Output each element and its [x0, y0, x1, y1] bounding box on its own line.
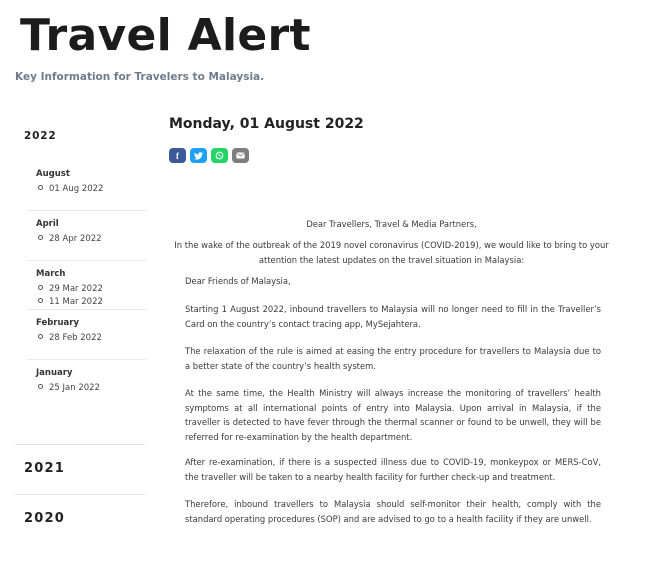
circle-bullet-icon	[38, 285, 43, 290]
site-title[interactable]: Travel Alert	[20, 10, 311, 61]
archive-post-link[interactable]: 25 Jan 2022	[38, 382, 146, 396]
twitter-share-button[interactable]	[190, 148, 207, 163]
letter-paragraph: After re-examination, if there is a suspected illness due to COVID-19, monkeypox or MERS-CoV, the traveller will be taken to a nearby health facility for further check-up and treatment.	[185, 457, 601, 482]
archive-year-2021[interactable]: 2021	[24, 461, 65, 476]
archive-month-label[interactable]: February	[36, 318, 80, 328]
archive-month-april	[28, 211, 146, 261]
post-date-heading: Monday, 01 August 2022	[169, 116, 364, 132]
divider	[15, 444, 145, 445]
archive-sidebar	[15, 128, 145, 526]
letter-paragraph: Starting 1 August 2022, inbound travellers to Malaysia will no longer need to fill in the Traveller’s Card on the country’s contact tracing app, MySejahtera.	[185, 304, 601, 329]
email-share-button[interactable]	[232, 148, 249, 163]
archive-post-link[interactable]: 11 Mar 2022	[38, 296, 146, 310]
archive-month-label[interactable]: March	[36, 268, 66, 279]
circle-bullet-icon	[38, 185, 43, 190]
twitter-icon	[194, 152, 203, 160]
archive-month-label[interactable]: August	[36, 169, 70, 179]
archive-month-february	[28, 310, 146, 360]
share-buttons	[169, 148, 249, 163]
facebook-icon: f	[176, 150, 179, 161]
archive-month-label[interactable]: April	[36, 219, 59, 229]
whatsapp-share-button[interactable]	[211, 148, 228, 163]
circle-bullet-icon	[38, 235, 43, 240]
archive-month-march	[28, 261, 146, 311]
letter-intro: In the wake of the outbreak of the 2019 novel coronavirus (COVID-2019), we would like to bring to your attention the latest updates on the travel situation in Malaysia:	[174, 240, 609, 265]
site-subtitle: Key Information for Travelers to Malaysia.	[15, 71, 265, 83]
letter-greeting: Dear Travellers, Travel & Media Partners,	[306, 219, 477, 229]
circle-bullet-icon	[38, 334, 43, 339]
archive-post-link[interactable]: 01 Aug 2022	[38, 183, 146, 197]
archive-year-2022[interactable]: 2022	[24, 130, 57, 142]
archive-post-link[interactable]: 28 Apr 2022	[38, 233, 146, 247]
letter-paragraph: Therefore, inbound travellers to Malaysia should self-monitor their health, comply with the standard operating procedures (SOP) and are advised to go to a health facility if they are unwell.	[185, 499, 601, 524]
letter-paragraph: At the same time, the Health Ministry will always increase the monitoring of travellers’ health symptoms at all international points of entry into Malaysia. Upon arrival in Malaysia, if the traveller is detected to have fever through the thermal scanner or found to be unwell, they will be referred for re-examination by the health department.	[185, 388, 601, 442]
facebook-share-button[interactable]	[169, 148, 186, 163]
circle-bullet-icon	[38, 384, 43, 389]
circle-bullet-icon	[38, 298, 43, 303]
archive-post-link[interactable]: 28 Feb 2022	[38, 332, 146, 346]
archive-month-label[interactable]: January	[36, 367, 73, 378]
archive-year-2020[interactable]: 2020	[24, 511, 65, 526]
archive-month-january	[28, 360, 146, 410]
letter-paragraph: The relaxation of the rule is aimed at easing the entry procedure for travellers to Malaysia due to a better state of the country’s health system.	[185, 346, 601, 371]
archive-post-link[interactable]: 29 Mar 2022	[38, 283, 146, 297]
whatsapp-icon	[215, 151, 224, 160]
envelope-icon	[236, 152, 245, 159]
letter-paragraph: Dear Friends of Malaysia,	[185, 276, 291, 286]
archive-month-august	[28, 168, 146, 211]
divider	[15, 494, 145, 495]
archive-month-list	[15, 168, 145, 410]
